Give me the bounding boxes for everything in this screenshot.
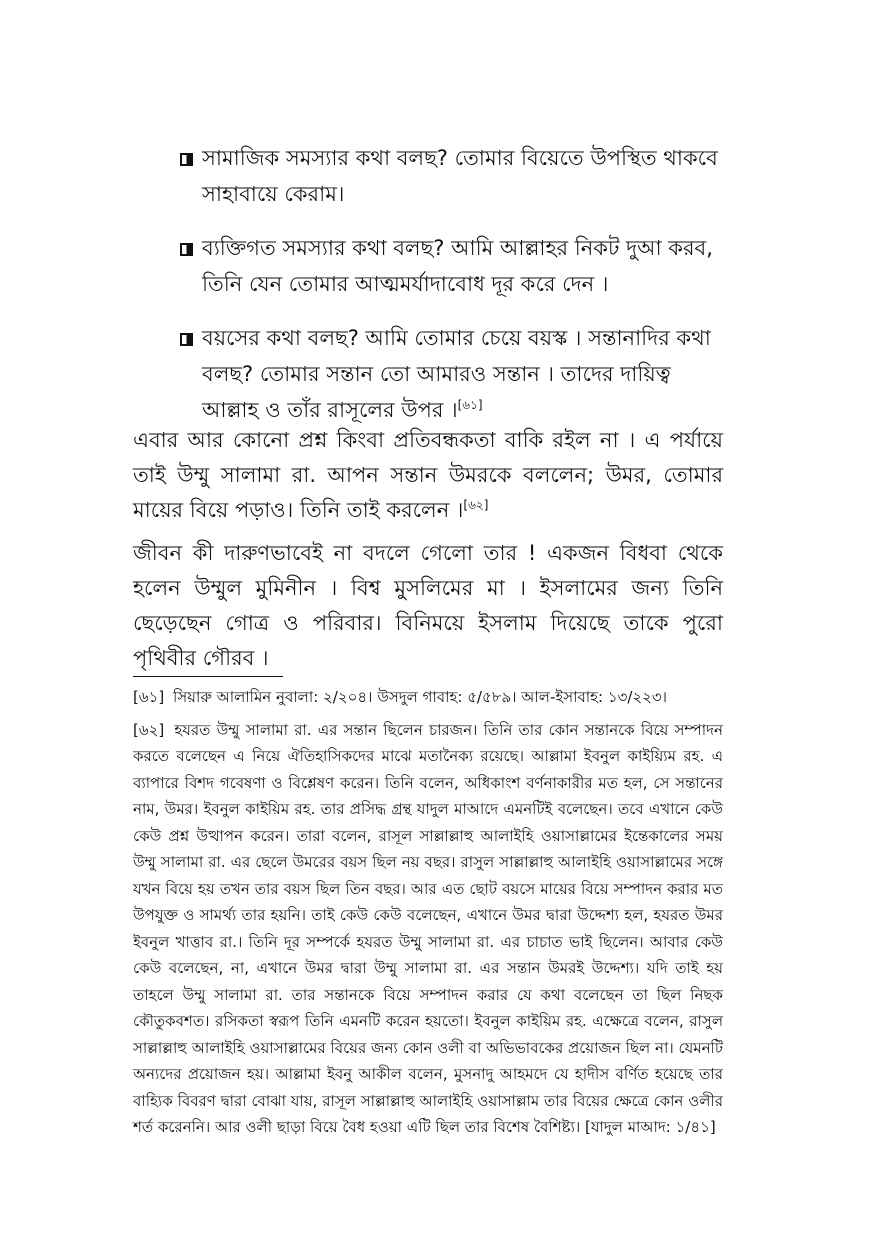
bullet-text: সামাজিক সমস্যার কথা বলছ? তোমার বিয়েতে উপস্থিত থাকবে সাহাবায়ে কেরাম। [202, 146, 718, 206]
bullet-text: ব্যক্তিগত সমস্যার কথা বলছ? আমি আল্লাহর নিকট দুআ করব, তিনি যেন তোমার আত্মমর্যাদাবোধ দূর করে দেন । [202, 236, 713, 296]
bullet-text: বয়সের কথা বলছ? আমি তোমার চেয়ে বয়স্ক । সন্তানাদির কথা বলছ? তোমার সন্তান তো আমারও সন্তান । তাদের দায়িত্ব আল্লাহ ও তাঁর রাসূলের উপর । [202, 326, 711, 422]
body-paragraph [133, 423, 723, 528]
square-bullet-icon [180, 333, 193, 346]
footnote [133, 717, 723, 1141]
square-bullet-icon [180, 243, 193, 256]
list-item [178, 140, 718, 212]
bullet-list [178, 140, 718, 446]
paragraph-text: জীবন কী দারুণভাবেই না বদলে গেলো তার ! একজন বিধবা থেকে হলেন উম্মুল মুমিনীন । বিশ্ব মুসলিমের মা । ইসলামের জন্য তিনি ছেড়েছেন গোত্র ও পরিবার। বিনিময়ে ইসলাম দিয়েছে তাকে পুরো পৃথিবীর গৌরব । [133, 541, 723, 670]
footnotes-section [133, 684, 723, 1147]
footnote-mark: [৬২] [133, 720, 165, 739]
footnote-divider [133, 676, 283, 677]
square-bullet-icon [180, 153, 193, 166]
list-item [178, 230, 718, 302]
footnote-mark: [৬১] [133, 688, 165, 706]
footnote-text: সিয়ারু আলামিন নুবালা: ২/২০৪। উসদুল গাবাহ: ৫/৫৮৯। আল-ইসাবাহ: ১৩/২২৩। [172, 688, 668, 706]
footnote-reference[interactable]: [৬১] [457, 398, 483, 412]
footnote [133, 684, 723, 711]
body-paragraph [133, 536, 723, 676]
footnote-text: হযরত উম্মু সালামা রা. এর সন্তান ছিলেন চারজন। তিনি তার কোন সন্তানকে বিয়ে সম্পাদন করতে বলেছেন এ নিয়ে ঐতিহাসিকদের মাঝে মতানৈক্য রয়েছে। আল্লামা ইবনুল কাইয়্যিম রহ. এ ব্যাপারে বিশদ গবেষণা ও বিশ্লেষণ করেন। তিনি বলেন, অধিকাংশ বর্ণনাকারীর মত হল, সে সন্তানের নাম, উমর। ইবনুল কাইয়িম রহ. তার প্রসিদ্ধ গ্রন্থ যাদুল মাআদে এমনটিই বলেছেন। তবে এখানে কেউ কেউ প্রশ্ন উত্থাপন করেন। তারা বলেন, রাসূল সাল্লাল্লাহু আলাইহি ওয়াসাল্লামের ইন্তেকালের সময় উম্মু সালামা রা. এর ছেলে উমরের বয়স ছিল নয় বছর। রাসুল সাল্লাল্লাহু আলাইহি ওয়াসাল্লামের সঙ্গে যখন বিয়ে হয় তখন তার বয়স ছিল তিন বছর। আর এত ছোট বয়সে মায়ের বিয়ে সম্পাদন করার মত উপযুক্ত ও সামর্থ্য তার হয়নি। তাই কেউ কেউ বলেছেন, এখানে উমর দ্বারা উদ্দেশ্য হল, হযরত উমর ইবনুল খাত্তাব রা.। তিনি দূর সম্পর্কে হযরত উম্মু সালামা রা. এর চাচাত ভাই ছিলেন। আবার কেউ কেউ বলেছেন, না, এখানে উমর দ্বারা উম্মু সালামা রা. এর সন্তান উমরই উদ্দেশ্য। যদি তাই হয় তাহলে উম্মু সালামা রা. তার সন্তানকে বিয়ে সম্পাদন করার যে কথা বলেছেন তা ছিল নিছক কৌতুকবশত। রসিকতা স্বরূপ তিনি এমনটি করেন হয়তো। ইবনুল কাইয়িম রহ. এক্ষেত্রে বলেন, রাসুল সাল্লাল্লাহু আলাইহি ওয়াসাল্লামের বিয়ের জন্য কোন ওলী বা অভিভাবকের প্রয়োজন ছিল না। যেমনটি অন্যদের প্রয়োজন হয়। আল্লামা ইবনু আকীল বলেন, মুসনাদু আহমদে যে হাদীস বর্ণিত হয়েছে তার বাহ্যিক বিবরণ দ্বারা বোঝা যায়, রাসূল সাল্লাল্লাহু আলাইহি ওয়াসাল্লাম তার বিয়ের ক্ষেত্রে কোন ওলীর শর্ত করেননি। আর ওলী ছাড়া বিয়ে বৈধ হওয়া এটি ছিল তার বিশেষ বৈশিষ্ট্য। [যাদুল মাআদ: ১/৪১] [133, 720, 723, 1136]
paragraph-text: এবার আর কোনো প্রশ্ন কিংবা প্রতিবন্ধকতা বাকি রইল না । এ পর্যায়ে তাই উম্মু সালামা রা. আপন সন্তান উমরকে বললেন; উমর, তোমার মায়ের বিয়ে পড়াও। তিনি তাই করলেন । [133, 428, 723, 522]
footnote-reference[interactable]: [৬২] [463, 498, 489, 512]
list-item [178, 320, 718, 428]
